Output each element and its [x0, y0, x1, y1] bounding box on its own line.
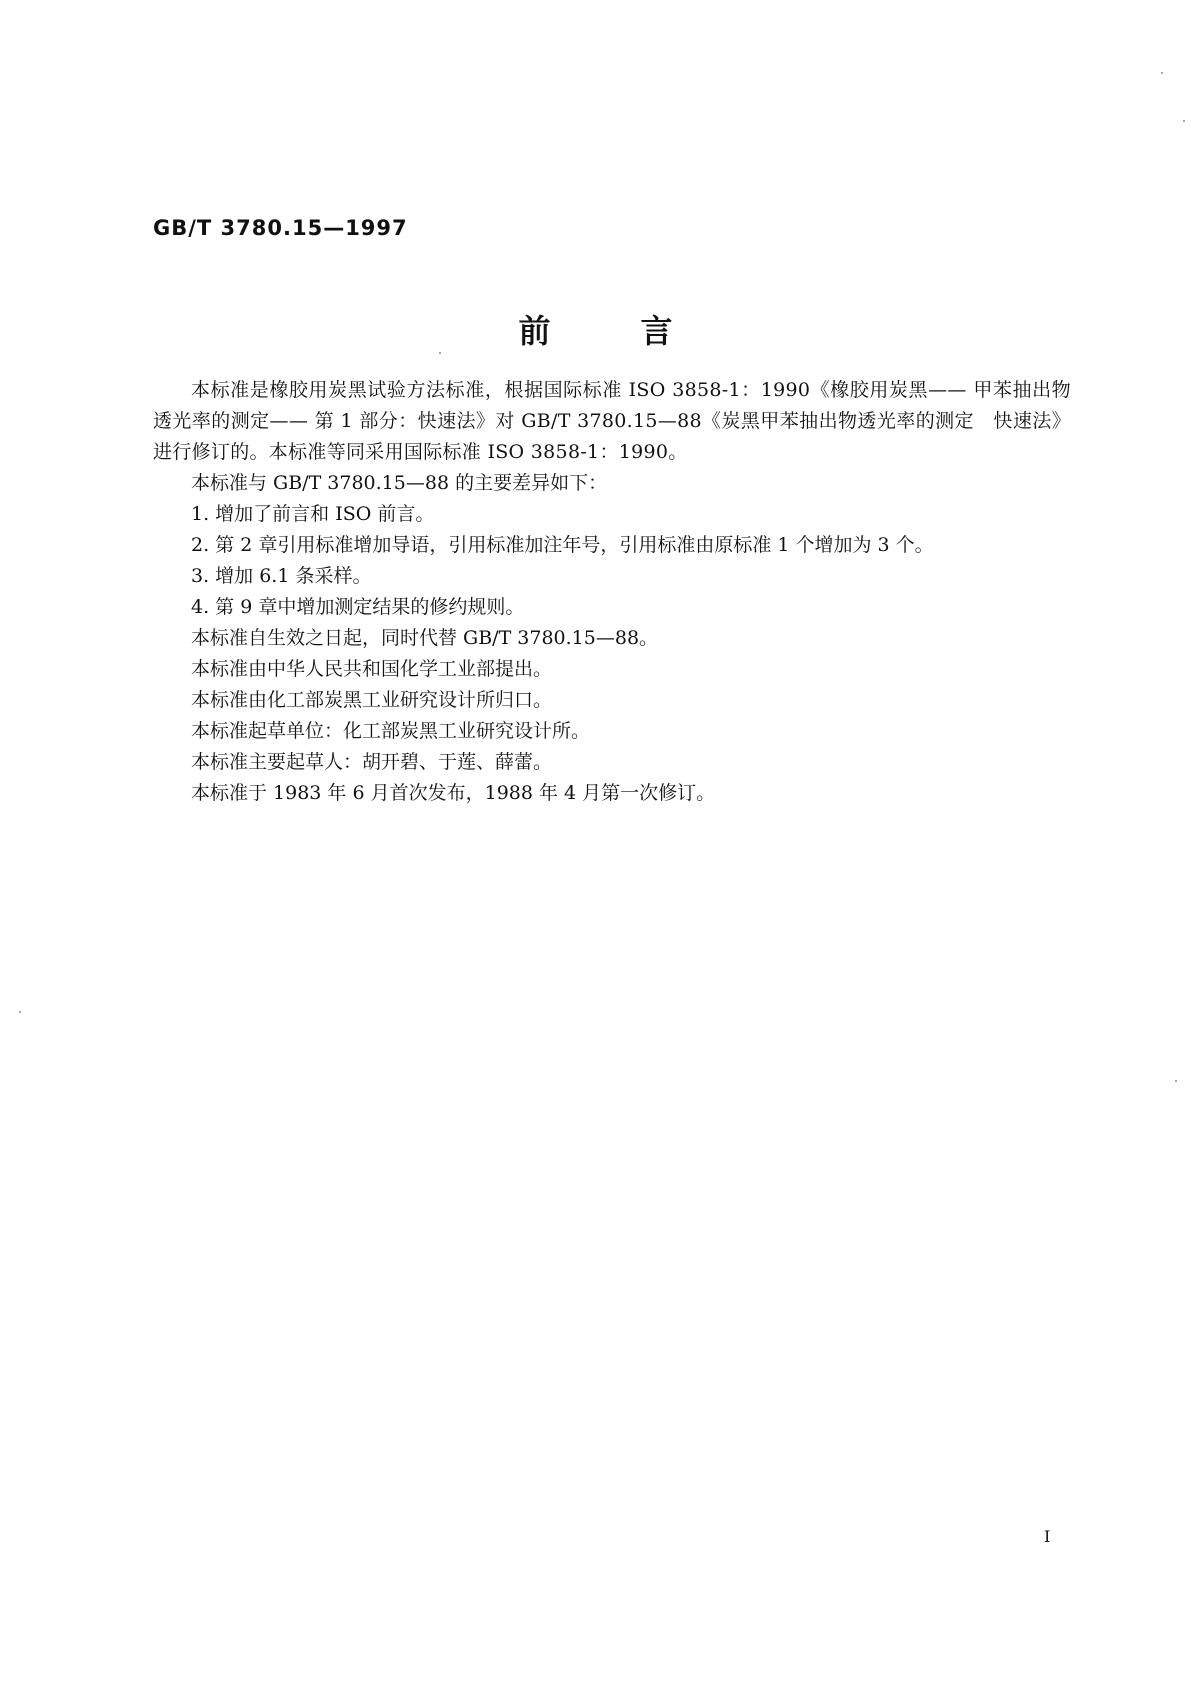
publication-history-statement: 本标准于 1983 年 6 月首次发布，1988 年 4 月第一次修订。 — [191, 782, 716, 804]
foreword-body — [153, 375, 1071, 809]
intro-paragraph: 本标准是橡胶用炭黑试验方法标准，根据国际标准 ISO 3858-1：1990《橡胶用炭黑—— 甲苯抽出物透光率的测定—— 第 1 部分：快速法》对 GB/T 3780.15—88《炭黑甲苯抽出物透光率的测定 快速法》进行修订的。本标准等同采用国际标准 ISO 3858-1：1990。 — [153, 379, 1071, 463]
difference-item-2: 2. 第 2 章引用标准增加导语，引用标准加注年号，引用标准由原标准 1 个增加为 3 个。 — [191, 534, 934, 556]
standard-code: GB/T 3780.15—1997 — [153, 216, 408, 240]
drafters-statement: 本标准主要起草人：胡开碧、于莲、薛蕾。 — [191, 751, 553, 773]
scan-speck — [1183, 120, 1185, 122]
replacement-statement: 本标准自生效之日起，同时代替 GB/T 3780.15—88。 — [191, 627, 659, 649]
scan-speck — [19, 1011, 21, 1013]
differences-intro: 本标准与 GB/T 3780.15—88 的主要差异如下： — [191, 472, 608, 494]
scan-speck — [439, 352, 441, 354]
drafting-unit-statement: 本标准起草单位：化工部炭黑工业研究设计所。 — [191, 720, 591, 742]
page-title: 前言 — [518, 312, 763, 350]
scan-speck — [1175, 1080, 1177, 1082]
scan-speck — [1161, 72, 1163, 74]
difference-item-3: 3. 增加 6.1 条采样。 — [191, 565, 372, 587]
centralized-by-statement: 本标准由化工部炭黑工业研究设计所归口。 — [191, 689, 553, 711]
difference-item-1: 1. 增加了前言和 ISO 前言。 — [191, 503, 435, 525]
difference-item-4: 4. 第 9 章中增加测定结果的修约规则。 — [191, 596, 525, 618]
proposer-statement: 本标准由中华人民共和国化学工业部提出。 — [191, 658, 553, 680]
page-number: I — [1044, 1527, 1051, 1546]
